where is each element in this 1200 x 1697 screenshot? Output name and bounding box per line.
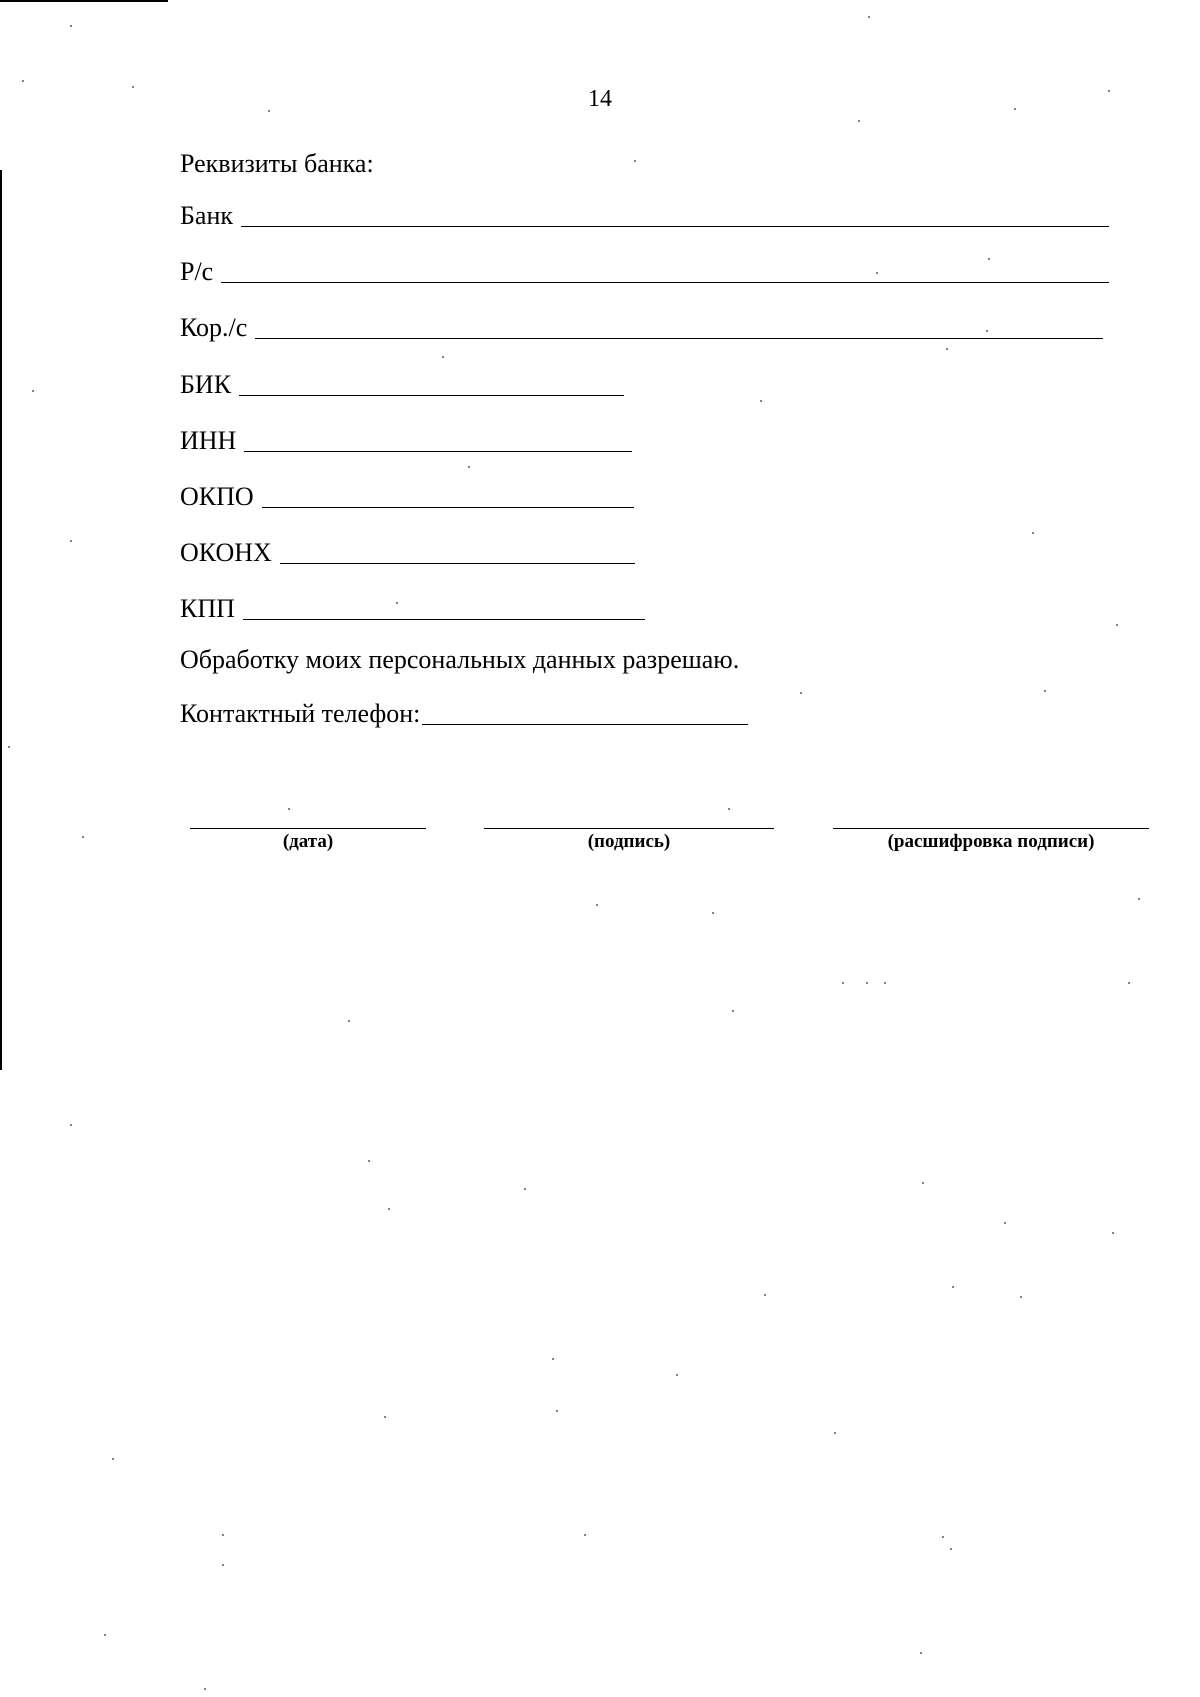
scan-speck <box>920 1652 922 1654</box>
scan-speck <box>884 982 886 984</box>
bik-label: БИК <box>180 370 232 399</box>
scan-speck <box>1138 898 1140 900</box>
scan-edge-left <box>0 170 2 1070</box>
scan-speck <box>596 904 598 906</box>
scan-speck <box>112 1458 114 1460</box>
scan-speck <box>988 258 990 260</box>
scan-speck <box>922 1182 924 1184</box>
scan-speck <box>222 1534 224 1536</box>
scan-speck <box>950 1548 952 1550</box>
scan-speck <box>32 390 34 392</box>
scan-speck <box>1014 108 1016 110</box>
scan-speck <box>468 466 470 468</box>
scan-speck <box>834 1432 836 1434</box>
phone-field <box>180 698 748 730</box>
scan-speck <box>712 912 714 914</box>
kpp-label: КПП <box>180 594 235 623</box>
kpp-field <box>180 593 645 625</box>
scan-speck <box>868 16 870 18</box>
okonh-label: ОКОНХ <box>180 538 272 567</box>
scan-edge-top <box>0 0 168 2</box>
bank-field <box>180 200 1109 232</box>
scan-speck <box>986 330 988 332</box>
scan-speck <box>8 746 10 748</box>
scan-speck <box>348 1020 350 1022</box>
kors-input-line[interactable] <box>255 338 1103 339</box>
phone-input-line[interactable] <box>422 724 748 725</box>
scan-speck <box>732 1010 734 1012</box>
scan-speck <box>388 1208 390 1210</box>
bank-input-line[interactable] <box>241 226 1109 227</box>
scan-speck <box>866 982 868 984</box>
scan-speck <box>946 348 948 350</box>
scan-speck <box>82 836 84 838</box>
scan-speck <box>552 1358 554 1360</box>
inn-field <box>180 425 632 457</box>
scan-speck <box>22 80 24 82</box>
scan-speck <box>132 86 134 88</box>
scan-speck <box>442 356 444 358</box>
scan-speck <box>70 1124 72 1126</box>
scan-speck <box>1044 690 1046 692</box>
scan-speck <box>268 110 270 112</box>
decode-caption: (расшифровка подписи) <box>887 831 1095 852</box>
kors-field <box>180 312 1103 344</box>
scan-speck <box>70 540 72 542</box>
scan-speck <box>1108 90 1110 92</box>
bank-details-heading: Реквизиты банка: <box>180 149 374 178</box>
scan-speck <box>1128 982 1130 984</box>
date-signature-line[interactable] <box>190 828 426 853</box>
scan-speck <box>858 120 860 122</box>
rs-label: Р/с <box>180 257 214 286</box>
scan-speck <box>842 982 844 984</box>
kors-label: Кор./с <box>180 313 248 342</box>
scan-speck <box>104 1634 106 1636</box>
scan-speck <box>876 272 878 274</box>
scan-speck <box>70 25 72 27</box>
phone-label: Контактный телефон: <box>180 699 421 728</box>
okpo-label: ОКПО <box>180 482 254 511</box>
scan-speck <box>222 1564 224 1566</box>
consent-text: Обработку моих персональных данных разрешаю. <box>180 645 740 674</box>
scan-speck <box>800 692 802 694</box>
inn-label: ИНН <box>180 426 237 455</box>
scan-speck <box>556 1410 558 1412</box>
bik-field <box>180 369 624 401</box>
okonh-field <box>180 537 635 569</box>
scan-speck <box>764 1294 766 1296</box>
page-number: 14 <box>588 86 612 112</box>
scan-speck <box>368 1160 370 1162</box>
inn-input-line[interactable] <box>244 451 632 452</box>
scan-speck <box>634 160 636 162</box>
scan-speck <box>1032 532 1034 534</box>
scan-speck <box>584 1534 586 1536</box>
scan-speck <box>288 808 290 810</box>
bank-label: Банк <box>180 201 234 230</box>
okonh-input-line[interactable] <box>280 563 635 564</box>
scan-speck <box>1112 1232 1114 1234</box>
scan-speck <box>1004 1222 1006 1224</box>
sign-signature-line[interactable] <box>484 828 774 853</box>
scan-speck <box>728 808 730 810</box>
sign-caption: (подпись) <box>587 831 671 852</box>
scan-speck <box>524 1188 526 1190</box>
scan-speck <box>1116 624 1118 626</box>
scan-speck <box>676 1374 678 1376</box>
okpo-field <box>180 481 634 513</box>
scan-speck <box>952 1286 954 1288</box>
scan-speck <box>942 1536 944 1538</box>
rs-input-line[interactable] <box>221 282 1109 283</box>
scan-speck <box>396 602 398 604</box>
kpp-input-line[interactable] <box>243 619 645 620</box>
scan-speck <box>760 400 762 402</box>
scan-speck <box>204 1688 206 1690</box>
decode-signature-line[interactable] <box>833 828 1149 853</box>
date-caption: (дата) <box>282 831 334 852</box>
bik-input-line[interactable] <box>239 395 624 396</box>
scan-speck <box>384 1416 386 1418</box>
okpo-input-line[interactable] <box>262 507 634 508</box>
rs-field <box>180 256 1109 288</box>
scan-speck <box>1020 1296 1022 1298</box>
